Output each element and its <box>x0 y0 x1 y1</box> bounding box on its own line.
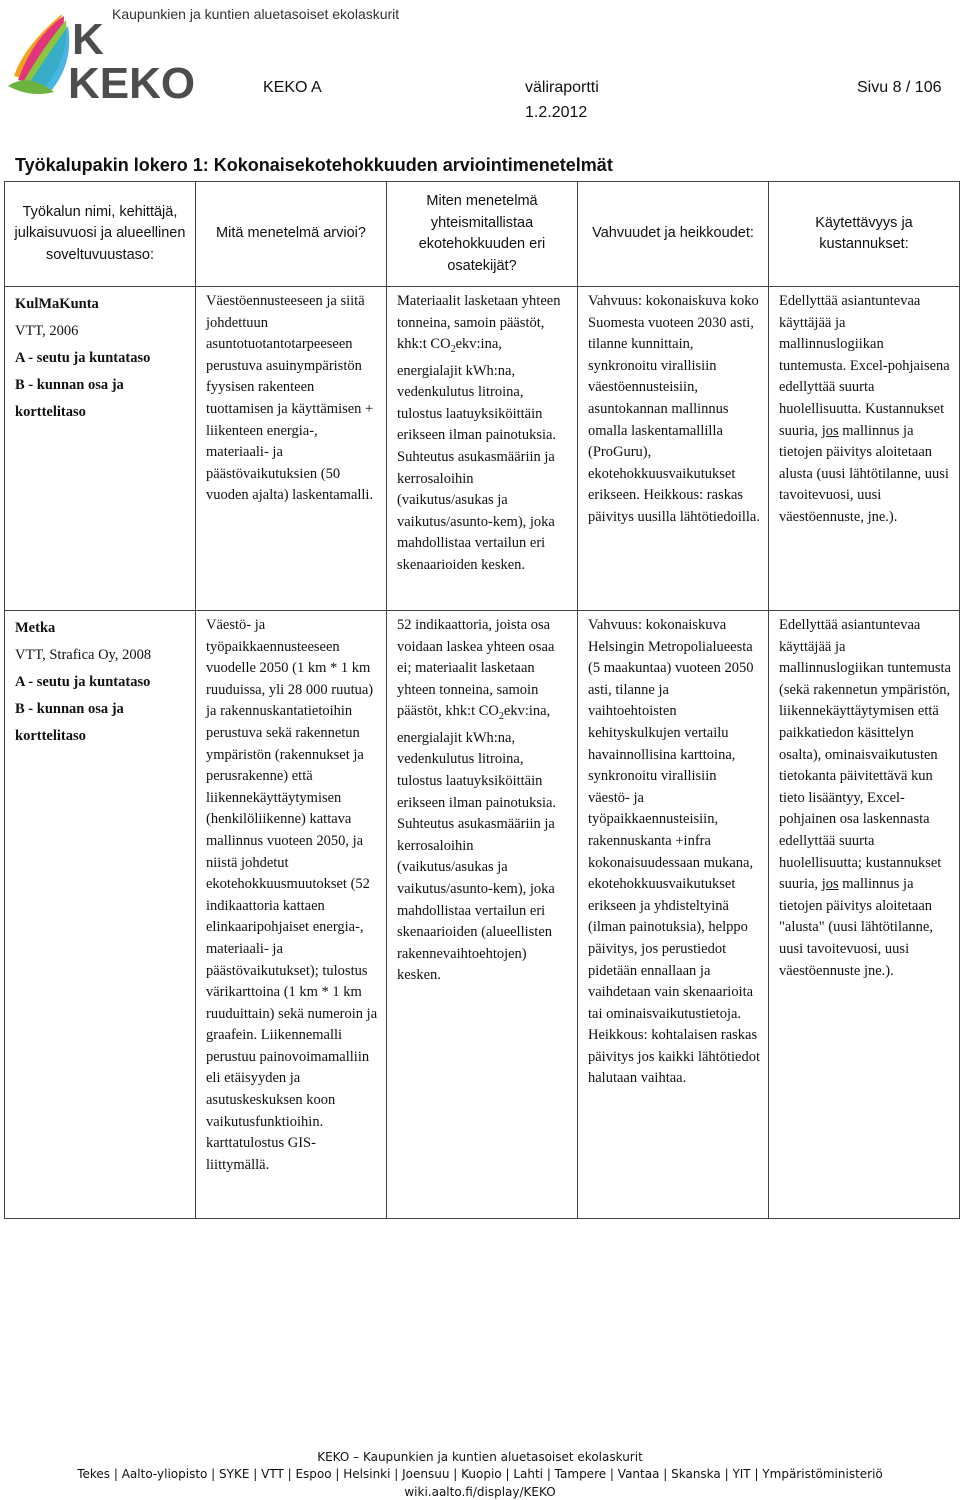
table-row <box>5 287 960 611</box>
table-header-row <box>5 182 960 287</box>
tool-level-b: B - kunnan osa ja korttelitaso <box>15 377 124 420</box>
tool-level-a: A - seutu ja kuntataso <box>15 674 151 690</box>
tools-table <box>4 181 960 1219</box>
usability-text: Edellyttää asiantuntevaa käyttäjää ja mallinnuslogiikan tuntemusta (sekä rakennetun ympäristön, liikennekäyttäytymisen että paikkatiedon käsittelyn osalta), ominaisvaikutusten tietokanta päivitettävä kun tieto lisääntyy, Excel-pohjainen osa laskennasta edellyttää suurta huolellisuutta; kustannukset suuria, jos mallinnus ja tietojen päivitys aloitetaan "alusta" (uusi lähtötilanne, uusi tavoitevuosi, uusi väestöennuste jne.). <box>779 617 951 979</box>
usability-cell <box>769 287 960 611</box>
tool-level-a: A - seutu ja kuntataso <box>15 350 151 366</box>
tool-name: Metka <box>15 620 56 636</box>
footer-project-name: KEKO – Kaupunkien ja kuntien aluetasoiset ekolaskurit <box>317 1450 643 1464</box>
column-header: Vahvuudet ja heikkoudet: <box>578 182 769 287</box>
header-page-number: Sivu 8 / 106 <box>857 79 942 96</box>
column-header: Mitä menetelmä arvioi? <box>196 182 387 287</box>
assesses-cell <box>196 611 387 1219</box>
strengths-cell <box>578 287 769 611</box>
usability-cell <box>769 611 960 1219</box>
assesses-text: Väestöennusteeseen ja siitä johdettuun asuntotuotantotarpeeseen perustuva asuinympäristön fyysisen rakenteen tuottamisen ja käyttämisen + liikenteen energia-, materiaali- ja päästövaikutuksien (50 vuoden ajalta) laskentamalli. <box>206 293 374 504</box>
method-text: Materiaalit lasketaan yhteen tonneina, samoin päästöt, khk:t $CO_2ekv:ina$, energialajit kWh:na, vedenkulutus litroina, tulostus laatuyksiköittäin erikseen ilman painotuksia. Suhteutus asukasmääriin ja kerrosaloihin (vaikutus/asukas ja vaikutus/asunto-kem), joka mahdollistaa vertailun eri skenaarioiden kesken. <box>397 293 561 574</box>
column-header: Miten menetelmä yhteismitallistaa ekotehokkuuden eri osatekijät? <box>387 182 578 287</box>
header-doc-code: KEKO A <box>263 79 322 96</box>
svg-text:K: K <box>72 15 104 64</box>
assesses-text: Väestö- ja työpaikkaennusteeseen vuodelle 2050 (1 km * 1 km ruuduissa, yli 28 000 ruutua) ja rakennuskantatietoihin perustuva sekä rakennetun ympäristön (rakennukset ja perusrakenne) että liikennekäyttäytymisen (henkilöliikenne) kattava mallinnus vuoteen 2050, ja niistä johdetut ekotehokkuusmuutokset (52 indikaattoria kattaen elinkaaripohjaiset energia-, materiaali- ja päästövaikutukset); tulostus värikarttoina (1 km * 1 km ruuduittain) sekä numeroin ja graafein. Liikennemalli perustuu painovoimamalliin eli etäisyyden ja asutuskeskuksen koon vaikutusfunktioihin. karttatulostus GIS-liittymällä. <box>206 617 378 1173</box>
method-cell <box>387 287 578 611</box>
method-text: 52 indikaattoria, joista osa voidaan laskea yhteen osaa ei; materiaalit lasketaan yhteen tonneina, samoin päästöt, khk:t $CO_2ekv:ina$, energialajit kWh:na, vedenkulutus litroina, tulostus laatuyksiköittäin erikseen ilman painotuksia. Suhteutus asukasmääriin ja kerrosaloihin (vaikutus/asukas ja vaikutus/asunto-kem), joka mahdollistaa vertailun eri skenaarioiden (alueellisten rakennevaihtoehtojen) kesken. <box>397 617 557 984</box>
usability-text: Edellyttää asiantuntevaa käyttäjää ja mallinnuslogiikan tuntemusta. Excel-pohjaisena edellyttää suurta huolellisuutta. Kustannukset suuria, jos mallinnus ja tietojen päivitys aloitetaan alusta (uusi lähtötilanne, uusi tavoitevuosi, uusi väestöennuste, jne.). <box>779 293 950 525</box>
svg-text:KEKO: KEKO <box>68 59 196 108</box>
header-report-type: väliraportti <box>525 79 599 96</box>
tool-developer: VTT, Strafica Oy, 2008 <box>15 647 152 663</box>
tool-name: KulMaKunta <box>15 296 99 312</box>
footer-wiki-link[interactable]: wiki.aalto.fi/display/KEKO <box>404 1485 556 1499</box>
method-cell <box>387 611 578 1219</box>
tool-name-cell <box>5 287 196 611</box>
logo-tagline: Kaupunkien ja kuntien aluetasoiset ekolaskurit <box>112 6 400 22</box>
column-header: Käytettävyys ja kustannukset: <box>769 182 960 287</box>
header-date: 1.2.2012 <box>525 104 588 121</box>
tool-level-b: B - kunnan osa ja korttelitaso <box>15 701 124 744</box>
tool-developer: VTT, 2006 <box>15 323 79 339</box>
strengths-cell <box>578 611 769 1219</box>
strengths-text: Vahvuus: kokonaiskuva Helsingin Metropolialueesta (5 maakuntaa) vuoteen 2050 asti, tilanne ja vaihtoehtoisten kehityskulkujen vertailu havainnollisina karttoina, synkronoitu virallisiin väestö- ja työpaikkaennusteisiin, rakennuskanta +infra kokonaisuudessaan mukana, ekotehokkuusvaikutukset erikseen ja yhdisteltyinä (ilman painotuksia), helppo päivitys, jos perustiedot pidetään ennallaan ja vaihdetaan vain skenaarioita tai ominaisvaikutustietoja. Heikkous: kohtalaisen raskas päivitys jos kaikki lähtötiedot halutaan vaihtaa. <box>588 617 760 1087</box>
table-row <box>5 611 960 1219</box>
tool-name-cell <box>5 611 196 1219</box>
column-header: Työkalun nimi, kehittäjä, julkaisuvuosi ja alueellinen soveltuvuustaso: <box>5 182 196 287</box>
assesses-cell <box>196 287 387 611</box>
strengths-text: Vahvuus: kokonaiskuva koko Suomesta vuoteen 2030 asti, tilanne kunnittain, synkronoitu virallisiin väestöennusteisiin, asuntokannan mallinnus omalla laskentamallilla (ProGuru), ekotehokkuusvaikutukset erikseen. Heikkous: raskas päivitys uusilla lähtötiedoilla. <box>588 293 760 525</box>
section-title: Työkalupakin lokero 1: Kokonaisekotehokkuuden arviointimenetelmät <box>15 155 613 175</box>
leaf-logo-icon <box>8 14 69 94</box>
footer-partners: Tekes | Aalto-yliopisto | SYKE | VTT | Espoo | Helsinki | Joensuu | Kuopio | Lahti | Tampere | Vantaa | Skanska | YIT | Ympäristöministeriö <box>77 1467 883 1481</box>
